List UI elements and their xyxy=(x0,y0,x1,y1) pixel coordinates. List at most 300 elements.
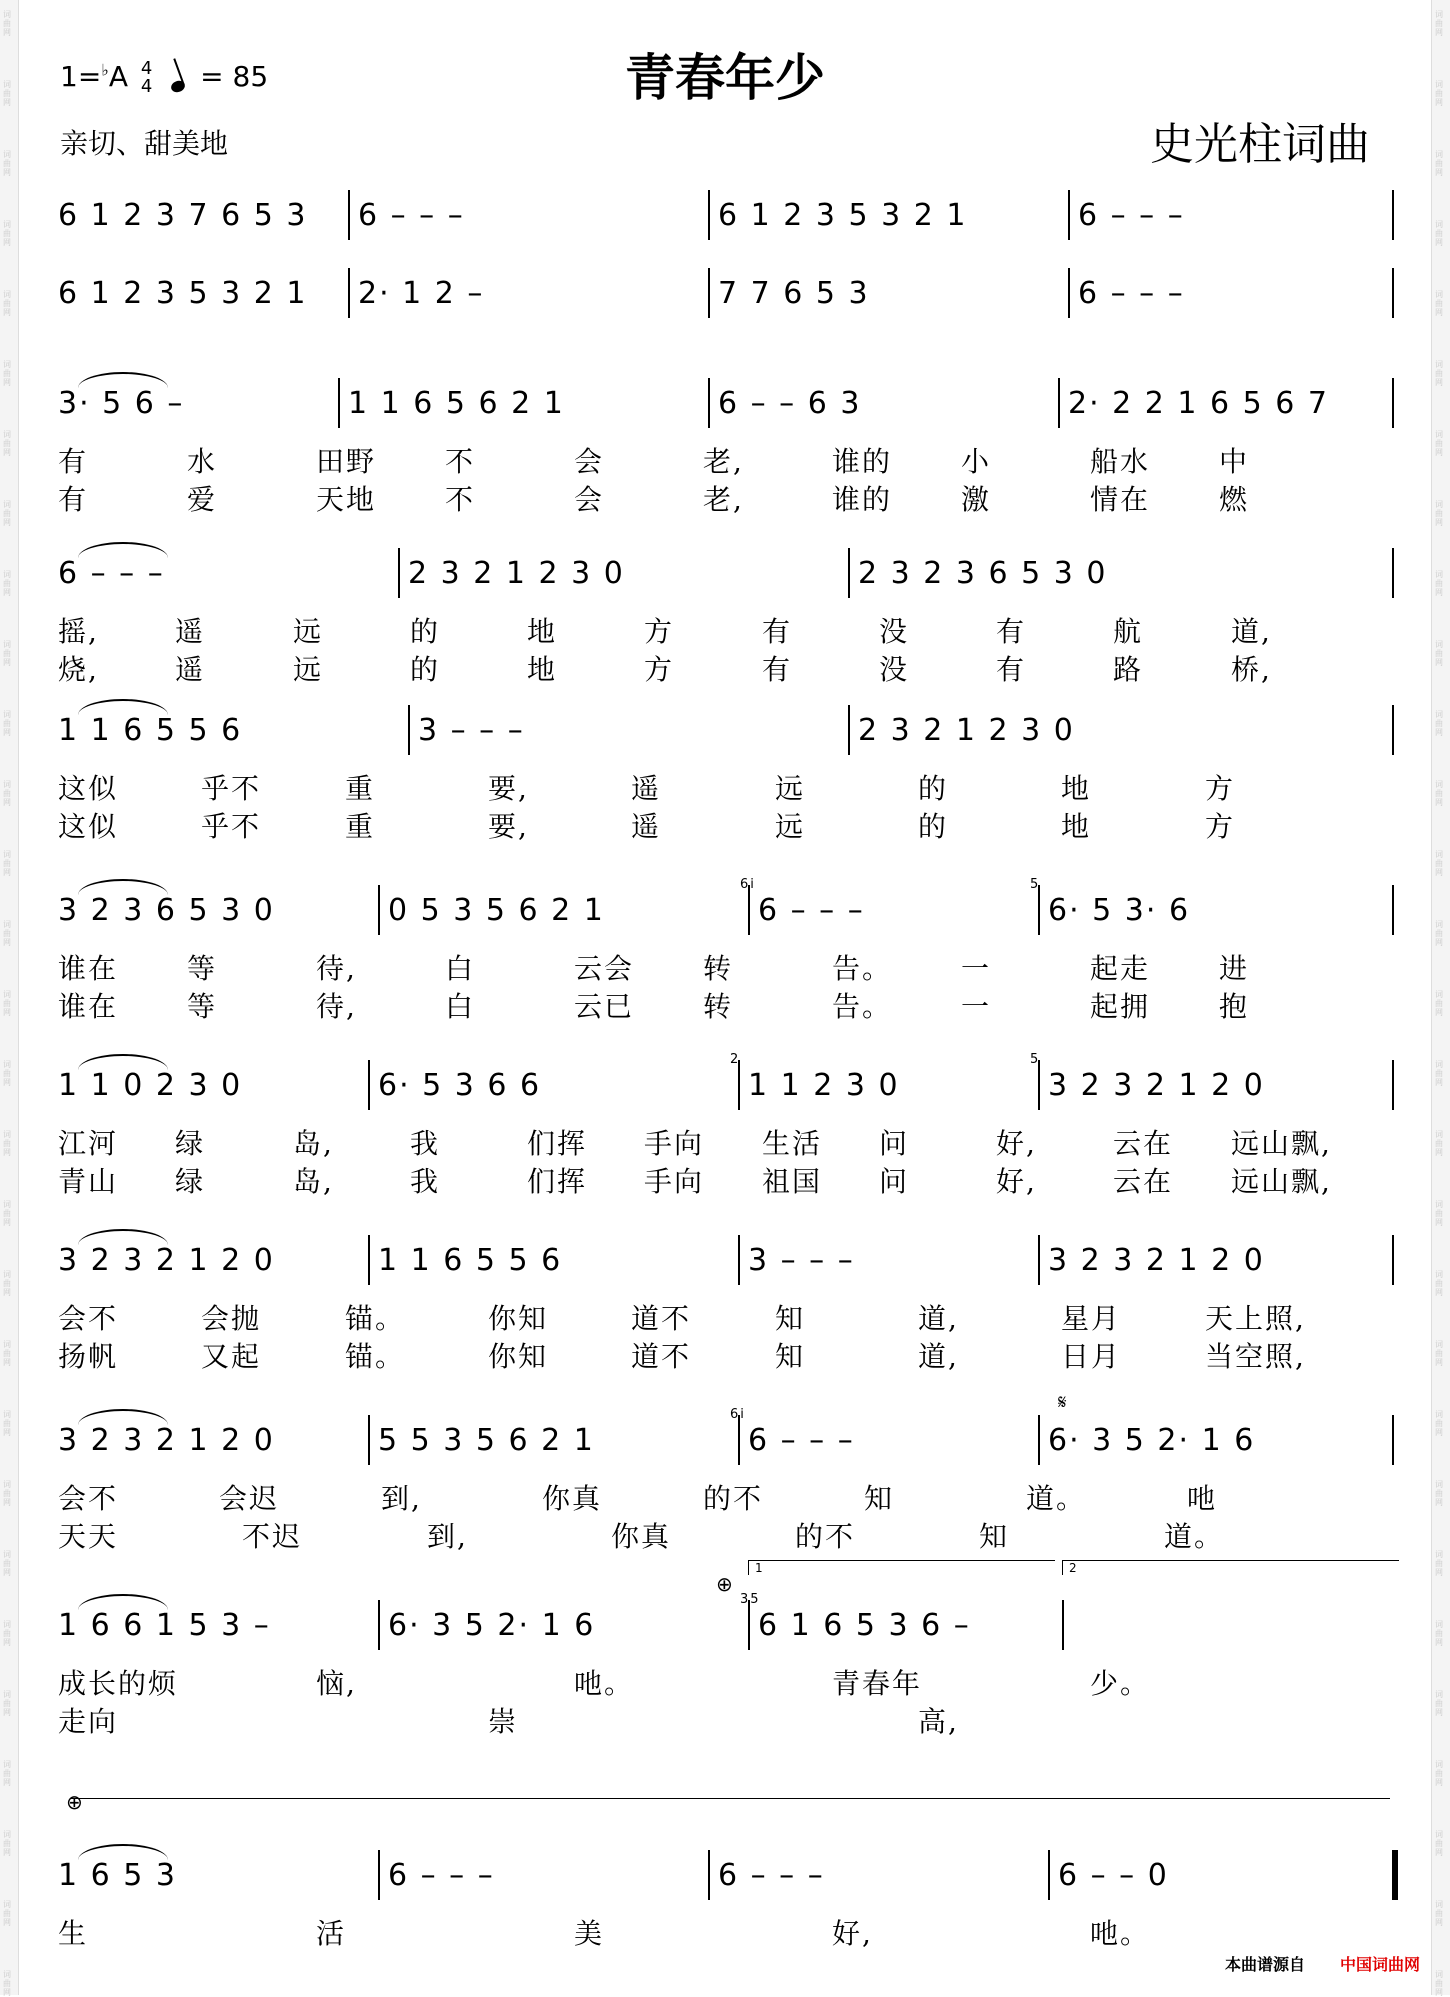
notes-row xyxy=(58,705,1398,761)
lyric-word: 远 xyxy=(293,653,324,686)
watermark-text: 词曲网 xyxy=(3,1830,11,1857)
notes-row xyxy=(58,877,1398,941)
measure-notes: 6 – – – xyxy=(358,198,465,233)
measure-notes: 1 1 6 5 6 2 1 xyxy=(348,386,565,421)
lyric-word: 活 xyxy=(316,1917,347,1950)
lyric-word: 白 xyxy=(445,990,476,1023)
lyric-word: 的 xyxy=(918,810,949,843)
lyric-word: 有 xyxy=(762,653,793,686)
lyric-word: 方 xyxy=(644,653,675,686)
lyric-word: 地 xyxy=(527,615,558,648)
barline xyxy=(748,1600,750,1650)
lyric-line xyxy=(58,1335,1398,1373)
grace-note: 6i xyxy=(730,1407,746,1422)
barline xyxy=(1392,378,1394,428)
watermark-text: 词曲网 xyxy=(1435,80,1443,107)
lyric-line xyxy=(58,1160,1398,1198)
lyric-word: 远山飘, xyxy=(1231,1127,1332,1160)
time-denominator: 4 xyxy=(140,76,153,97)
watermark-text: 词曲网 xyxy=(1435,1830,1443,1857)
lyric-word: 绿 xyxy=(175,1127,206,1160)
lyric-word: 青山 xyxy=(58,1165,119,1198)
lyric-line xyxy=(58,648,1398,686)
notes-row xyxy=(58,268,1398,324)
barline xyxy=(708,1850,710,1900)
lyric-word: 好, xyxy=(996,1165,1037,1198)
lyric-word: 道。 xyxy=(1026,1482,1087,1515)
lyric-word: 烧, xyxy=(58,653,99,686)
lyric-word: 告。 xyxy=(832,990,893,1023)
lyric-word: 们挥 xyxy=(527,1127,588,1160)
measure-notes: 6· 3 5 2· 1 6 xyxy=(1048,1423,1256,1458)
watermark-text: 词曲网 xyxy=(1435,430,1443,457)
barline xyxy=(1392,885,1394,935)
watermark-text: 词曲网 xyxy=(3,990,11,1017)
lyric-word: 遥 xyxy=(631,772,662,805)
lyric-word: 手向 xyxy=(644,1127,705,1160)
measure-notes: 2 3 2 1 2 3 0 xyxy=(858,713,1075,748)
lyric-word: 锚。 xyxy=(345,1340,406,1373)
lyric-word: 道, xyxy=(1231,615,1272,648)
notes-row xyxy=(58,548,1398,604)
left-watermark-strip xyxy=(0,0,19,1995)
lyric-word: 你知 xyxy=(488,1340,549,1373)
lyric-word: 的 xyxy=(410,653,441,686)
measure-notes: 6 – – 6 3 xyxy=(718,386,862,421)
barline xyxy=(1038,1060,1040,1110)
lyric-word: 有 xyxy=(762,615,793,648)
lyric-word: 好, xyxy=(832,1917,873,1950)
watermark-text: 词曲网 xyxy=(1435,220,1443,247)
watermark-text: 词曲网 xyxy=(1435,1410,1443,1437)
author-credit: 史光柱词曲 xyxy=(1150,119,1370,170)
lyric-line xyxy=(58,1662,1398,1700)
lyric-line xyxy=(58,947,1398,985)
barline xyxy=(1392,1235,1394,1285)
watermark-text: 词曲网 xyxy=(3,10,11,37)
coda-icon: ⊕ xyxy=(66,1790,83,1814)
measure-notes: 3 2 3 2 1 2 0 xyxy=(1048,1068,1265,1103)
watermark-text: 词曲网 xyxy=(3,1760,11,1787)
lyric-word: 中 xyxy=(1219,445,1250,478)
key-prefix: 1= xyxy=(60,60,102,93)
watermark-text: 词曲网 xyxy=(1435,10,1443,37)
measure-notes: 3 2 3 2 1 2 0 xyxy=(58,1423,275,1458)
lyric-word: 吔。 xyxy=(1090,1917,1151,1950)
lyric-word: 知 xyxy=(775,1340,806,1373)
lyric-word: 摇, xyxy=(58,615,99,648)
lyric-word: 路 xyxy=(1113,653,1144,686)
watermark-text: 词曲网 xyxy=(1435,150,1443,177)
expression-mark: 亲切、甜美地 xyxy=(60,127,229,160)
watermark-text: 词曲网 xyxy=(3,150,11,177)
lyric-word: 地 xyxy=(527,653,558,686)
lyric-word: 一 xyxy=(961,952,992,985)
barline xyxy=(1392,190,1394,240)
lyric-word: 转 xyxy=(703,990,734,1023)
lyric-word: 起拥 xyxy=(1090,990,1151,1023)
coda-icon: ⊕ xyxy=(716,1572,733,1596)
lyric-word: 方 xyxy=(1205,772,1236,805)
slur-mark xyxy=(78,1409,168,1425)
lyric-word: 会抛 xyxy=(201,1302,262,1335)
watermark-text: 词曲网 xyxy=(3,710,11,737)
watermark-text: 词曲网 xyxy=(3,570,11,597)
lyric-word: 道, xyxy=(918,1302,959,1335)
watermark-text: 词曲网 xyxy=(1435,1900,1443,1927)
watermark-text: 词曲网 xyxy=(3,1270,11,1297)
lyric-word: 吔。 xyxy=(574,1667,635,1700)
watermark-text: 词曲网 xyxy=(1435,920,1443,947)
barline xyxy=(1068,190,1070,240)
measure-notes: 3 2 3 6 5 3 0 xyxy=(58,893,275,928)
lyric-word: 江河 xyxy=(58,1127,119,1160)
lyric-line xyxy=(58,1477,1398,1515)
watermark-text: 词曲网 xyxy=(1435,570,1443,597)
barline xyxy=(1392,705,1394,755)
lyric-word: 星月 xyxy=(1061,1302,1122,1335)
lyric-word: 田野 xyxy=(316,445,377,478)
lyric-word: 高, xyxy=(918,1705,959,1738)
lyric-line xyxy=(58,1700,1398,1738)
measure-notes: 7 7 6 5 3 xyxy=(718,276,870,311)
lyric-word: 没 xyxy=(879,615,910,648)
lyric-word: 会不 xyxy=(58,1482,119,1515)
lyric-word: 你知 xyxy=(488,1302,549,1335)
barline xyxy=(748,885,750,935)
lyric-line xyxy=(58,767,1398,805)
watermark-text: 词曲网 xyxy=(1435,1340,1443,1367)
lyric-word: 的 xyxy=(918,772,949,805)
barline xyxy=(1048,1850,1050,1900)
watermark-text: 词曲网 xyxy=(1435,1130,1443,1157)
lyric-word: 道不 xyxy=(631,1302,692,1335)
lyric-word: 远山飘, xyxy=(1231,1165,1332,1198)
watermark-text: 词曲网 xyxy=(1435,710,1443,737)
lyric-word: 待, xyxy=(316,990,357,1023)
lyric-word: 岛, xyxy=(293,1127,334,1160)
slur-mark xyxy=(78,1594,168,1610)
measure-notes: 3· 5 6 – xyxy=(58,386,185,421)
lyric-word: 吔 xyxy=(1187,1482,1218,1515)
song-title: 青春年少 xyxy=(625,48,825,107)
measure-notes: 6 1 2 3 5 3 2 1 xyxy=(58,276,308,311)
notes-row xyxy=(58,190,1398,246)
watermark-text: 词曲网 xyxy=(3,1900,11,1927)
lyric-word: 道不 xyxy=(631,1340,692,1373)
grace-note: 6i xyxy=(740,877,756,892)
notes-row xyxy=(58,378,1398,434)
barline xyxy=(378,1850,380,1900)
barline xyxy=(738,1415,740,1465)
lyric-word: 等 xyxy=(187,990,218,1023)
lyric-word: 这似 xyxy=(58,772,119,805)
barline xyxy=(378,1600,380,1650)
barline xyxy=(1062,1600,1064,1650)
slur-mark xyxy=(78,1844,168,1860)
barline xyxy=(378,885,380,935)
barline xyxy=(708,268,710,318)
lyric-word: 知 xyxy=(979,1520,1010,1553)
watermark-text: 词曲网 xyxy=(1435,1480,1443,1507)
lyric-word: 又起 xyxy=(201,1340,262,1373)
watermark-text: 词曲网 xyxy=(1435,360,1443,387)
watermark-text: 词曲网 xyxy=(1435,1200,1443,1227)
barline xyxy=(708,378,710,428)
barline xyxy=(368,1235,370,1285)
lyric-line xyxy=(58,805,1398,843)
lyric-word: 美 xyxy=(574,1917,605,1950)
coda-divider xyxy=(70,1798,1390,1799)
lyric-word: 不 xyxy=(445,483,476,516)
lyric-word: 谁的 xyxy=(832,445,893,478)
watermark-text: 词曲网 xyxy=(1435,500,1443,527)
measure-notes: 0 5 3 5 6 2 1 xyxy=(388,893,605,928)
lyric-word: 道, xyxy=(918,1340,959,1373)
measure-notes: 6 – – – xyxy=(758,893,865,928)
lyric-word: 云已 xyxy=(574,990,635,1023)
lyric-word: 当空照, xyxy=(1205,1340,1306,1373)
lyric-word: 情在 xyxy=(1090,483,1151,516)
segno-icon: 𝄋 xyxy=(1058,1390,1067,1414)
lyric-word: 重 xyxy=(345,772,376,805)
lyric-word: 天上照, xyxy=(1205,1302,1306,1335)
barline xyxy=(348,268,350,318)
watermark-text: 词曲网 xyxy=(3,1550,11,1577)
slur-mark xyxy=(78,372,168,388)
barline xyxy=(1038,885,1040,935)
lyric-word: 远 xyxy=(293,615,324,648)
watermark-text: 词曲网 xyxy=(1435,780,1443,807)
lyric-word: 到, xyxy=(381,1482,422,1515)
lyric-word: 走向 xyxy=(58,1705,119,1738)
lyric-word: 好, xyxy=(996,1127,1037,1160)
lyric-word: 不 xyxy=(445,445,476,478)
slur-mark xyxy=(78,879,168,895)
lyric-word: 谁的 xyxy=(832,483,893,516)
lyric-word: 桥, xyxy=(1231,653,1272,686)
grace-note: 35 xyxy=(740,1592,761,1607)
watermark-text: 词曲网 xyxy=(3,430,11,457)
lyric-line xyxy=(58,1515,1398,1553)
watermark-text: 词曲网 xyxy=(3,1970,11,1997)
lyric-word: 激 xyxy=(961,483,992,516)
barline xyxy=(848,548,850,598)
lyric-word: 方 xyxy=(644,615,675,648)
watermark-text: 词曲网 xyxy=(3,780,11,807)
measure-notes: 1 1 2 3 0 xyxy=(748,1068,900,1103)
measure-notes: 6· 5 3· 6 xyxy=(1048,893,1191,928)
lyric-word: 问 xyxy=(879,1127,910,1160)
notes-row xyxy=(58,1850,1398,1906)
measure-notes: 1 6 6 1 5 3 – xyxy=(58,1608,271,1643)
lyric-line xyxy=(58,1297,1398,1335)
lyric-word: 这似 xyxy=(58,810,119,843)
volta-bracket: 1 xyxy=(748,1560,1055,1575)
measure-notes: 6 – – – xyxy=(748,1423,855,1458)
lyric-word: 云在 xyxy=(1113,1127,1174,1160)
barline xyxy=(1038,1235,1040,1285)
measure-notes: 6· 3 5 2· 1 6 xyxy=(388,1608,596,1643)
measure-notes: 3 2 3 2 1 2 0 xyxy=(1048,1243,1265,1278)
notes-row xyxy=(58,1235,1398,1291)
lyric-word: 青春年 xyxy=(832,1667,923,1700)
barline xyxy=(398,548,400,598)
watermark-text: 词曲网 xyxy=(3,1130,11,1157)
grace-note: 2 xyxy=(730,1052,741,1067)
barline xyxy=(368,1415,370,1465)
notes-row xyxy=(58,1052,1398,1116)
lyric-word: 岛, xyxy=(293,1165,334,1198)
lyric-word: 会迟 xyxy=(219,1482,280,1515)
measure-notes: 6· 5 3 6 6 xyxy=(378,1068,542,1103)
lyric-word: 爱 xyxy=(187,483,218,516)
measure-notes: 3 – – – xyxy=(418,713,525,748)
barline xyxy=(368,1060,370,1110)
lyric-word: 崇 xyxy=(488,1705,519,1738)
lyric-word: 天天 xyxy=(58,1520,119,1553)
grace-note: 5 xyxy=(1030,1052,1041,1067)
lyric-word: 会 xyxy=(574,483,605,516)
source-label: 本曲谱源自 xyxy=(1224,1955,1305,1974)
watermark-text: 词曲网 xyxy=(3,1620,11,1647)
lyric-word: 会 xyxy=(574,445,605,478)
lyric-word: 告。 xyxy=(832,952,893,985)
lyric-word: 要, xyxy=(488,810,529,843)
lyric-word: 待, xyxy=(316,952,357,985)
slur-mark xyxy=(78,1229,168,1245)
watermark-text: 词曲网 xyxy=(3,1480,11,1507)
lyric-word: 进 xyxy=(1219,952,1250,985)
lyric-word: 生活 xyxy=(762,1127,823,1160)
watermark-text: 词曲网 xyxy=(1435,990,1443,1017)
lyric-word: 有 xyxy=(58,483,89,516)
measure-notes: 3 2 3 2 1 2 0 xyxy=(58,1243,275,1278)
measure-notes: 2 3 2 1 2 3 0 xyxy=(408,556,625,591)
measure-notes: 6 – – – xyxy=(58,556,165,591)
lyric-word: 的不 xyxy=(795,1520,856,1553)
lyric-word: 没 xyxy=(879,653,910,686)
lyric-word: 乎不 xyxy=(201,810,262,843)
lyric-word: 远 xyxy=(775,772,806,805)
lyric-word: 遥 xyxy=(631,810,662,843)
lyric-word: 转 xyxy=(703,952,734,985)
watermark-text: 词曲网 xyxy=(3,1060,11,1087)
barline xyxy=(348,190,350,240)
lyric-line xyxy=(58,478,1398,516)
lyric-word: 天地 xyxy=(316,483,377,516)
lyric-word: 重 xyxy=(345,810,376,843)
barline xyxy=(708,190,710,240)
measure-notes: 6 1 2 3 5 3 2 1 xyxy=(718,198,968,233)
lyric-word: 白 xyxy=(445,952,476,985)
lyric-word: 锚。 xyxy=(345,1302,406,1335)
lyric-word: 们挥 xyxy=(527,1165,588,1198)
barline xyxy=(408,705,410,755)
watermark-text: 词曲网 xyxy=(1435,1620,1443,1647)
lyric-word: 等 xyxy=(187,952,218,985)
lyric-word: 到, xyxy=(427,1520,468,1553)
watermark-text: 词曲网 xyxy=(3,220,11,247)
watermark-text: 词曲网 xyxy=(1435,290,1443,317)
measure-notes: 6 – – – xyxy=(718,1858,825,1893)
lyric-word: 老, xyxy=(703,483,744,516)
watermark-text: 词曲网 xyxy=(3,1690,11,1717)
watermark-text: 词曲网 xyxy=(3,1340,11,1367)
lyric-word: 谁在 xyxy=(58,990,119,1023)
barline xyxy=(1392,548,1394,598)
barline xyxy=(1392,268,1394,318)
lyric-word: 地 xyxy=(1061,810,1092,843)
lyric-word: 小 xyxy=(961,445,992,478)
measure-notes: 6 – – – xyxy=(388,1858,495,1893)
measure-notes: 1 1 6 5 5 6 xyxy=(58,713,243,748)
watermark-text: 词曲网 xyxy=(1435,1270,1443,1297)
lyric-word: 会不 xyxy=(58,1302,119,1335)
lyric-word: 少。 xyxy=(1090,1667,1151,1700)
watermark-text: 词曲网 xyxy=(1435,1550,1443,1577)
lyric-word: 有 xyxy=(996,653,1027,686)
watermark-text: 词曲网 xyxy=(1435,1970,1443,1997)
grace-note: 5 xyxy=(1030,877,1041,892)
lyric-line xyxy=(58,610,1398,648)
lyric-word: 不迟 xyxy=(242,1520,303,1553)
lyric-word: 你真 xyxy=(611,1520,672,1553)
measure-notes: 5 5 3 5 6 2 1 xyxy=(378,1423,595,1458)
watermark-text: 词曲网 xyxy=(1435,850,1443,877)
lyric-word: 要, xyxy=(488,772,529,805)
watermark-text: 词曲网 xyxy=(3,1200,11,1227)
measure-notes: 3 – – – xyxy=(748,1243,855,1278)
barline xyxy=(338,378,340,428)
lyric-word: 有 xyxy=(996,615,1027,648)
volta-bracket: 2 xyxy=(1062,1560,1399,1575)
lyric-word: 日月 xyxy=(1061,1340,1122,1373)
lyric-word: 生 xyxy=(58,1917,89,1950)
lyric-word: 祖国 xyxy=(762,1165,823,1198)
lyric-word: 抱 xyxy=(1219,990,1250,1023)
measure-notes: 6 – – – xyxy=(1078,276,1185,311)
barline xyxy=(738,1235,740,1285)
barline xyxy=(1038,1415,1040,1465)
lyric-word: 遥 xyxy=(175,653,206,686)
watermark-text: 词曲网 xyxy=(3,500,11,527)
lyric-word: 扬帆 xyxy=(58,1340,119,1373)
measure-notes: 1 1 6 5 5 6 xyxy=(378,1243,563,1278)
lyric-word: 一 xyxy=(961,990,992,1023)
lyric-word: 你真 xyxy=(542,1482,603,1515)
barline xyxy=(1392,1850,1398,1900)
measure-notes: 6 – – – xyxy=(1078,198,1185,233)
lyric-word: 燃 xyxy=(1219,483,1250,516)
lyric-word: 遥 xyxy=(175,615,206,648)
lyric-word: 绿 xyxy=(175,1165,206,1198)
barline xyxy=(1068,268,1070,318)
barline xyxy=(848,705,850,755)
lyric-word: 知 xyxy=(864,1482,895,1515)
lyric-word: 谁在 xyxy=(58,952,119,985)
measure-notes: 6 1 2 3 7 6 5 3 xyxy=(58,198,308,233)
lyric-word: 恼, xyxy=(316,1667,357,1700)
lyric-word: 问 xyxy=(879,1165,910,1198)
slur-mark xyxy=(78,1054,168,1070)
lyric-word: 手向 xyxy=(644,1165,705,1198)
lyric-word: 船水 xyxy=(1090,445,1151,478)
lyric-word: 有 xyxy=(58,445,89,478)
barline xyxy=(738,1060,740,1110)
lyric-word: 航 xyxy=(1113,615,1144,648)
lyric-word: 成长的烦 xyxy=(58,1667,179,1700)
